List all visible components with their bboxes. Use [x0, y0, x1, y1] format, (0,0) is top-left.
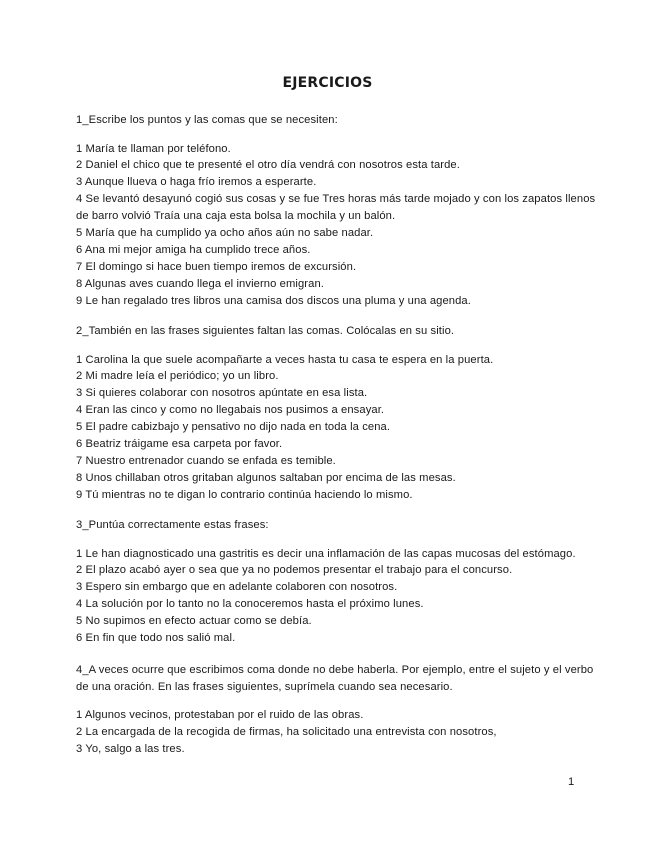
list-item: 4 Eran las cinco y como no llegabais nos pusimos a ensayar. — [76, 404, 385, 417]
list-item: 3 Espero sin embargo que en adelante colaboren con nosotros. — [76, 581, 398, 594]
list-item: 7 El domingo si hace buen tiempo iremos de excursión. — [76, 260, 357, 273]
list-item: 9 Le han regalado tres libros una camisa dos discos una pluma y una agenda. — [76, 294, 471, 307]
list-item: 4 Se levantó desayunó cogió sus cosas y se fue Tres horas más tarde mojado y con los zapatos llenos de barro volvió Traía una caja esta bolsa la mochila y un balón. — [76, 193, 596, 223]
list-item: 2 Daniel el chico que te presenté el otro día vendrá con nosotros esta tarde. — [76, 159, 460, 172]
list-item: 7 Nuestro entrenador cuando se enfada es temible. — [76, 454, 336, 467]
list-item: 2 El plazo acabó ayer o sea que ya no podemos presentar el trabajo para el concurso. — [76, 564, 513, 577]
sentence-list — [76, 546, 606, 647]
list-item: 9 Tú mientras no te digan lo contrario continúa haciendo lo mismo. — [76, 488, 413, 501]
sentence-list — [76, 352, 606, 504]
list-item: 5 El padre cabizbajo y pensativo no dijo nada en toda la cena. — [76, 421, 391, 434]
list-item: 2 La encargada de la recogida de firmas, ha solicitado una entrevista con nosotros, — [76, 725, 497, 738]
list-item: 8 Unos chillaban otros gritaban algunos saltaban por encima de las mesas. — [76, 471, 456, 484]
list-item: 6 Ana mi mejor amiga ha cumplido trece años. — [76, 243, 311, 256]
exercise-section-1 — [76, 112, 606, 310]
list-item: 1 María te llaman por teléfono. — [76, 142, 231, 155]
exercise-section-2 — [76, 323, 606, 504]
list-item: 6 En fin que todo nos salió mal. — [76, 632, 236, 645]
list-item: 4 La solución por lo tanto no la conoceremos hasta el próximo lunes. — [76, 598, 424, 611]
list-item: 3 Aunque llueva o haga frío iremos a esperarte. — [76, 176, 317, 189]
section-heading: 4_A veces ocurre que escribimos coma donde no debe haberla. Por ejemplo, entre el sujeto y el verbo de una oración. En las frases siguientes, suprímela cuando sea necesario. — [76, 664, 594, 693]
section-heading: 1_Escribe los puntos y las comas que se necesiten: — [76, 114, 338, 126]
exercise-section-4 — [76, 662, 606, 758]
section-heading: 3_Puntúa correctamente estas frases: — [76, 519, 269, 531]
list-item: 8 Algunas aves cuando llega el invierno emigran. — [76, 277, 324, 290]
list-item: 1 Le han diagnosticado una gastritis es decir una inflamación de las capas mucosas del estómago. — [76, 547, 576, 560]
sentence-list — [76, 141, 606, 310]
page-title: EJERCICIOS — [282, 75, 373, 91]
list-item: 2 Mi madre leía el periódico; yo un libro. — [76, 370, 279, 383]
list-item: 3 Si quieres colaborar con nosotros apúntate en esa lista. — [76, 387, 368, 400]
section-heading: 2_También en las frases siguientes faltan las comas. Colócalas en su sitio. — [76, 325, 455, 337]
list-item: 1 Algunos vecinos, protestaban por el ruido de las obras. — [76, 709, 364, 721]
list-item: 5 No supimos en efecto actuar como se debía. — [76, 615, 312, 628]
page-number: 1 — [568, 776, 575, 788]
list-item: 5 María que ha cumplido ya ocho años aún no sabe nadar. — [76, 227, 374, 240]
list-item: 3 Yo, salgo a las tres. — [76, 742, 185, 755]
exercise-section-3 — [76, 517, 606, 647]
list-item: 6 Beatriz tráigame esa carpeta por favor. — [76, 438, 283, 451]
list-item: 1 Carolina la que suele acompañarte a veces hasta tu casa te espera en la puerta. — [76, 353, 494, 366]
sentence-list — [76, 707, 606, 758]
